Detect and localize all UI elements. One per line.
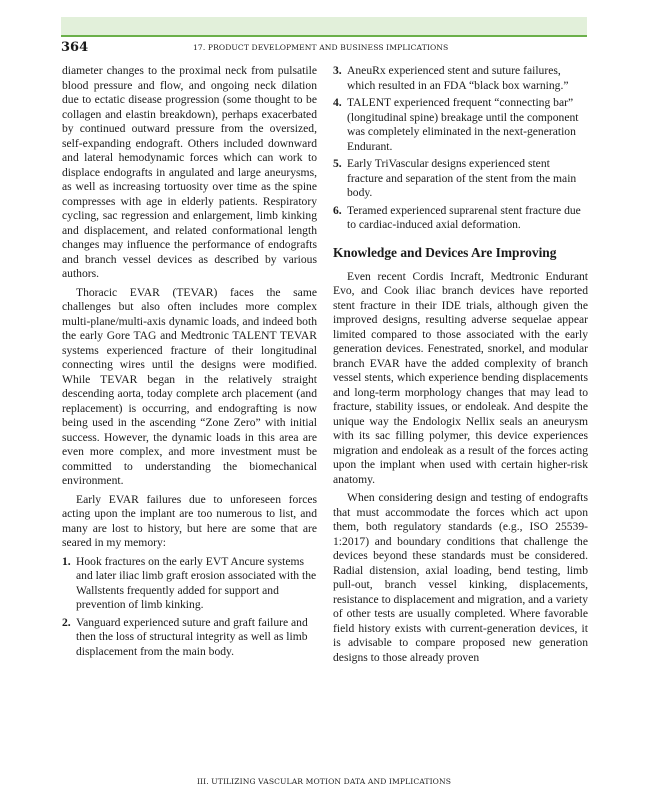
header-rule	[61, 35, 587, 37]
list-text: AneuRx experienced stent and suture failures, which resulted in an FDA “black box warning.”	[347, 64, 569, 92]
list-item	[62, 555, 317, 613]
list-number: 2.	[62, 615, 71, 629]
paragraph: Even recent Cordis Incraft, Medtronic Endurant Evo, and Cook iliac branch devices have reported stent fracture in their IDE trials, although given the improved designs, resulting adverse sequelae appear limited compared to those associated with the early generation devices. Fenestrated, snorkel, and modular branch EVAR have the added complexity of branch vessel stents, which experience bending displacements and long-term morphology changes that may lead to fracture, stability issues, or endoleak. And despite the unique way the Endologix Nellix seals an aneurysm with its sac filling polymer, this device experiences migration and endoleak as a result of the forces acting upon the implant when used with certain higher-risk anatomy.	[333, 269, 588, 486]
list-text: Hook fractures on the early EVT Ancure systems and later iliac limb graft erosion associated with the Wallstents frequently added for support and prevention of limb kinking.	[76, 554, 317, 611]
list-text: Vanguard experienced suture and graft failure and then the loss of structural integrity as well as limb displacement from the main body.	[76, 615, 308, 658]
chapter-title: 17. PRODUCT DEVELOPMENT AND BUSINESS IMPLICATIONS	[193, 43, 449, 52]
paragraph: Thoracic EVAR (TEVAR) faces the same challenges but also often includes more complex multi-plane/multi-axis dynamic loads, and indeed both the early Gore TAG and Medtronic TALENT TEVAR systems experienced fracture of their longitudinal connecting wires until the designs were modified. While TEVAR began in the relatively straight descending aorta, today complete arch placement (and replacement) is occurring, and endografting is now being used in the ascending “Zone Zero” with initial success. However, the dynamic loads in this area are even more complex, and more investment must be committed to understanding the biomechanical environment.	[62, 285, 317, 487]
page-number: 364	[61, 40, 89, 55]
paragraph: diameter changes to the proximal neck from pulsatile blood pressure and flow, and ongoing neck dilation due to ectatic disease progression (some thought to be collagen and elastin breakdown), perhaps exacerbated by continued outward pressure from the oversized, self-expanding endograft. Others included downward and lateral hemodynamic forces which can work to displace endografts in angulated and large aneurysms, as well as increasing tortuosity over time as the spine compresses with age in elderly patients. Respiratory cycling, sac regression and enlargement, limb kinking and displacement, and related conformational length changes may influence the performance of endografts and branch vessel devices as described by various authors.	[62, 64, 317, 280]
list-text: Teramed experienced suprarenal stent fracture due to cardiac-induced axial deformation.	[347, 203, 581, 231]
failure-list	[62, 555, 317, 660]
list-item	[333, 157, 588, 201]
list-text: Early TriVascular designs experienced stent fracture and separation of the stent from the main body.	[347, 157, 577, 199]
failure-list-continued	[333, 64, 588, 233]
list-text: TALENT experienced frequent “connecting bar” (longitudinal spine) breakage until the component was completely eliminated in the next-generation Endurant.	[347, 96, 579, 153]
footer-part-title: III. UTILIZING VASCULAR MOTION DATA AND IMPLICATIONS	[196, 777, 452, 786]
left-column	[62, 64, 317, 662]
list-item	[62, 616, 317, 660]
list-number: 1.	[62, 554, 71, 568]
list-item	[333, 96, 588, 154]
paragraph: When considering design and testing of endografts that must accommodate the forces which act upon them, both regulatory standards (e.g., ISO 25539-1:2017) and boundary conditions that challenge the devices beyond these standards must be considered. Radial distension, axial loading, bend testing, limb pull-out, branch vessel kinking, displacements, resistance to displacement and migration, and a variety of other tests are usually completed. Where favorable field history exists with current-generation devices, it is advisable to compare proposed new generation designs to those already proven	[333, 491, 588, 664]
right-column	[333, 64, 588, 665]
list-number: 6.	[333, 203, 342, 217]
list-item	[333, 64, 588, 93]
section-heading: Knowledge and Devices Are Improving	[333, 244, 557, 260]
paragraph: Early EVAR failures due to unforeseen forces acting upon the implant are too numerous to list, and many are lost to history, but here are some that are seared in my memory:	[62, 492, 317, 549]
list-number: 3.	[333, 64, 342, 77]
header-band	[61, 17, 587, 35]
list-item	[333, 204, 588, 233]
list-number: 4.	[333, 96, 342, 109]
list-number: 5.	[333, 157, 342, 170]
